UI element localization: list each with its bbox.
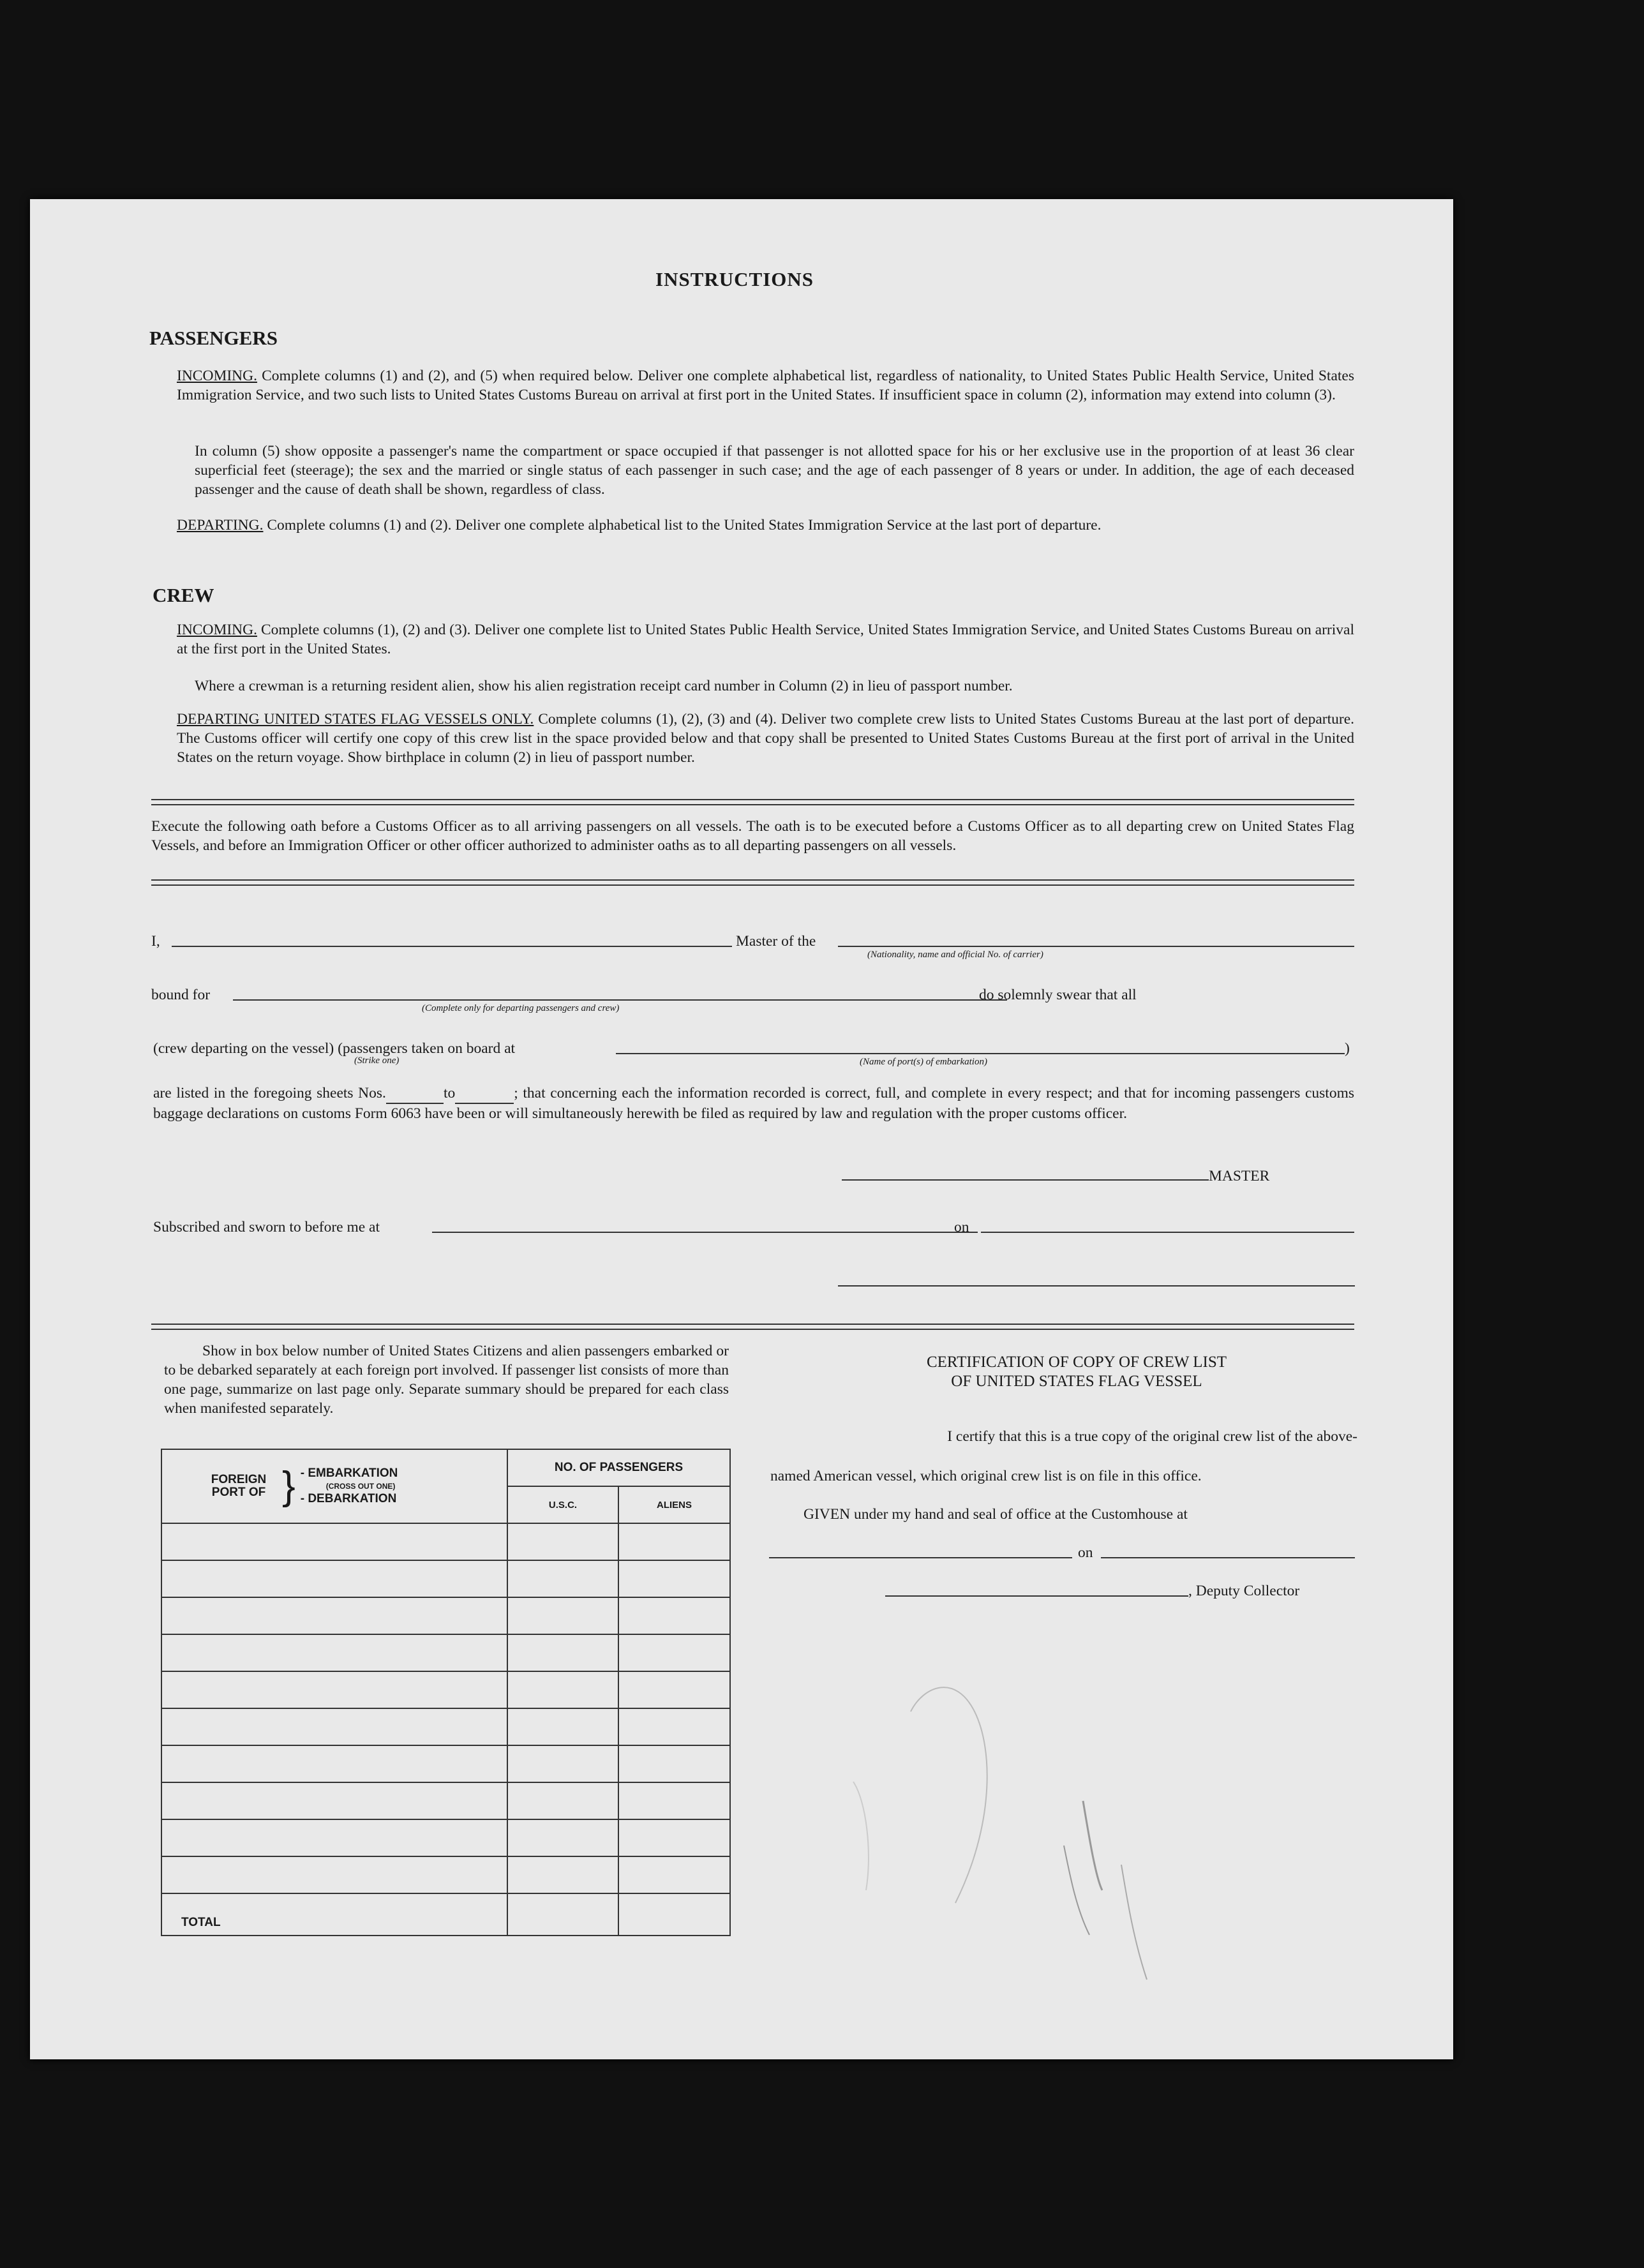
aliens-total-cell[interactable]: [618, 1893, 730, 1936]
form-page: [30, 199, 1453, 2059]
port-field[interactable]: [616, 1053, 1345, 1054]
usc-cell[interactable]: [507, 1671, 618, 1708]
divider: [151, 799, 1354, 805]
port-cell[interactable]: [161, 1634, 507, 1671]
sheet-from-field[interactable]: [386, 1084, 444, 1104]
aliens-cell[interactable]: [618, 1745, 730, 1782]
master-label: MASTER: [1209, 1168, 1270, 1184]
table-row: [161, 1708, 730, 1745]
cross-out-label: (CROSS OUT ONE): [325, 1482, 396, 1491]
close-paren: ): [1345, 1040, 1350, 1057]
subscribed-label: Subscribed and sworn to before me at: [153, 1219, 380, 1235]
crew-incoming-text: Complete columns (1), (2) and (3). Deliver one complete list to United States Public Health Service, United States Immigration Service, and United States Customs Bureau on arrival at the first port in the United States.: [177, 622, 1355, 657]
usc-total-cell[interactable]: [507, 1893, 618, 1936]
passenger-summary-table: [161, 1449, 731, 1936]
strike-one-note: (Strike one): [354, 1056, 400, 1066]
oath-listed-2: ; that concerning each the information recorded is correct, full, and complete in every respect; and that for incoming passengers customs baggage declarations on customs Form 6063 have been or will simultaneously herewith be filed as required by law and regulation with the proper customs officer.: [153, 1085, 1354, 1122]
oath-listed: [153, 1084, 1354, 1123]
table-row: [161, 1856, 730, 1893]
passengers-departing-text: Complete columns (1) and (2). Deliver one complete alphabetical list to the United States Immigration Service at the last port of departure.: [267, 517, 1102, 533]
usc-cell[interactable]: [507, 1560, 618, 1597]
passengers-heading: PASSENGERS: [149, 327, 278, 349]
usc-cell[interactable]: [507, 1523, 618, 1560]
aliens-cell[interactable]: [618, 1819, 730, 1856]
usc-cell[interactable]: [507, 1745, 618, 1782]
usc-cell[interactable]: [507, 1634, 618, 1671]
certification-text-2: named American vessel, which original crew list is on file in this office.: [770, 1468, 1202, 1484]
deputy-label: , Deputy Collector: [1188, 1583, 1300, 1599]
passengers-incoming-text: Complete columns (1) and (2), and (5) when required below. Deliver one complete alphabetical list, regardless of nationality, to United States Public Health Service, United States Immigration Service, and two such lists to United States Customs Bureau on arrival at first port in the United States. If insufficient space in column (2), information may extend into column (3).: [177, 368, 1354, 403]
port-cell[interactable]: [161, 1597, 507, 1634]
certification-date-field[interactable]: [1101, 1557, 1355, 1558]
aliens-cell[interactable]: [618, 1523, 730, 1560]
aliens-cell[interactable]: [618, 1856, 730, 1893]
port-cell[interactable]: [161, 1671, 507, 1708]
oath-listed-1: are listed in the foregoing sheets Nos.: [153, 1085, 386, 1101]
passengers-incoming-label: INCOMING.: [177, 368, 257, 384]
oath-crew-passengers: (crew departing on the vessel) (passengers taken on board at: [153, 1040, 516, 1057]
crew-incoming-label: INCOMING.: [177, 622, 257, 638]
certification-text-3: GIVEN under my hand and seal of office at the Customhouse at: [803, 1506, 1188, 1523]
aliens-cell[interactable]: [618, 1597, 730, 1634]
usc-cell[interactable]: [507, 1708, 618, 1745]
certification-heading-1: CERTIFICATION OF COPY OF CREW LIST: [926, 1354, 1227, 1371]
aliens-cell[interactable]: [618, 1782, 730, 1819]
crew-incoming: [177, 620, 1354, 659]
bound-for-field[interactable]: [233, 999, 1007, 1001]
port-cell[interactable]: [161, 1745, 507, 1782]
crew-heading: CREW: [153, 584, 214, 606]
brace-icon: }: [282, 1464, 295, 1508]
table-row: [161, 1523, 730, 1560]
aliens-header: ALIENS: [618, 1486, 730, 1523]
passengers-departing-label: DEPARTING.: [177, 517, 264, 533]
table-row: [161, 1819, 730, 1856]
summary-instructions: Show in box below number of United States Citizens and alien passengers embarked or to be debarked separately at each foreign port involved. If passenger list consists of more than one page, summarize on last page only. Separate summary should be prepared for each class when manifested separately.: [164, 1343, 729, 1417]
sworn-date-field[interactable]: [981, 1232, 1354, 1233]
port-cell[interactable]: [161, 1856, 507, 1893]
crew-departing-text: Complete columns (1), (2), (3) and (4). Deliver two complete crew lists to United States Customs Bureau at the last port of departure. The Customs officer will certify one copy of this crew list in the space provided below and that copy shall be presented to United States Customs Bureau at the first port of arrival in the United States on the return voyage. Show birthplace in column (2) in lieu of passport number.: [177, 711, 1354, 766]
table-row: [161, 1782, 730, 1819]
oath-master-of-the: Master of the: [736, 933, 816, 950]
master-name-field[interactable]: [172, 946, 732, 947]
sworn-on-label: on: [954, 1219, 969, 1235]
divider: [151, 879, 1354, 886]
crew-alien: Where a crewman is a returning resident alien, show his alien registration receipt card number in Column (2) in lieu of passport number.: [195, 678, 1013, 694]
usc-cell[interactable]: [507, 1597, 618, 1634]
aliens-cell[interactable]: [618, 1671, 730, 1708]
page-title: INSTRUCTIONS: [655, 268, 814, 290]
table-row: [161, 1671, 730, 1708]
nationality-note: (Nationality, name and official No. of carrier): [867, 950, 1043, 960]
aliens-cell[interactable]: [618, 1708, 730, 1745]
certification-heading: [789, 1353, 1364, 1391]
aliens-cell[interactable]: [618, 1634, 730, 1671]
sheet-to-field[interactable]: [455, 1084, 514, 1104]
passengers-incoming: [177, 366, 1354, 405]
complete-only-note: (Complete only for departing passengers and crew): [422, 1003, 620, 1013]
oath-intro: Execute the following oath before a Customs Officer as to all arriving passengers on all vessels. The oath is to be executed before a Customs Officer as to all departing crew on United States Flag Vessels, and before an Immigration Officer or other officer authorized to administer oaths as to all departing passengers on all vessels.: [151, 818, 1354, 854]
port-cell[interactable]: [161, 1819, 507, 1856]
passengers-departing: [177, 516, 1354, 535]
port-cell[interactable]: [161, 1523, 507, 1560]
table-row: [161, 1597, 730, 1634]
usc-cell[interactable]: [507, 1856, 618, 1893]
usc-header: U.S.C.: [507, 1486, 618, 1523]
crew-departing-label: DEPARTING UNITED STATES FLAG VESSELS ONLY.: [177, 711, 534, 727]
customhouse-field[interactable]: [769, 1557, 1072, 1558]
table-row: [161, 1745, 730, 1782]
total-row: [161, 1893, 730, 1936]
foreign-port-header: [161, 1449, 507, 1523]
oath-listed-to: to: [443, 1085, 456, 1101]
total-label: TOTAL: [161, 1893, 507, 1936]
officer-signature-field[interactable]: [838, 1285, 1355, 1287]
debarkation-label: - DEBARKATION: [300, 1492, 397, 1505]
table-row: [161, 1560, 730, 1597]
foreign-port-label: FOREIGN PORT OF: [211, 1473, 267, 1499]
deputy-signature-field[interactable]: [885, 1595, 1188, 1597]
oath-i: I,: [151, 933, 160, 950]
master-signature-field[interactable]: [842, 1179, 1209, 1181]
port-cell[interactable]: [161, 1708, 507, 1745]
crew-departing: [177, 710, 1354, 767]
port-cell[interactable]: [161, 1560, 507, 1597]
faint-handwriting-marks: [828, 1635, 1211, 2018]
aliens-cell[interactable]: [618, 1560, 730, 1597]
oath-do-swear: do solemnly swear that all: [979, 987, 1137, 1003]
carrier-field[interactable]: [838, 946, 1354, 947]
usc-cell[interactable]: [507, 1782, 618, 1819]
no-of-passengers-header: NO. OF PASSENGERS: [507, 1449, 730, 1486]
table-row: [161, 1634, 730, 1671]
divider: [151, 1324, 1354, 1330]
passengers-column5: In column (5) show opposite a passenger's name the compartment or space occupied if that passenger is not allotted space for his or her exclusive use in the proportion of at least 36 clear superficial feet (steerage); the sex and the married or single status of each passenger in such case; and the age of each passenger of 8 years or under. In addition, the age of each deceased passenger and the cause of death shall be shown, regardless of class.: [195, 443, 1354, 498]
sworn-place-field[interactable]: [432, 1232, 978, 1233]
port-cell[interactable]: [161, 1782, 507, 1819]
certification-on: on: [1078, 1544, 1093, 1561]
oath-bound-for: bound for: [151, 987, 211, 1003]
certification-text-1: I certify that this is a true copy of the original crew list of the above-: [947, 1428, 1357, 1445]
usc-cell[interactable]: [507, 1819, 618, 1856]
embarkation-label: - EMBARKATION: [300, 1466, 398, 1480]
port-note: (Name of port(s) of embarkation): [860, 1057, 987, 1067]
certification-heading-2: OF UNITED STATES FLAG VESSEL: [951, 1373, 1202, 1390]
